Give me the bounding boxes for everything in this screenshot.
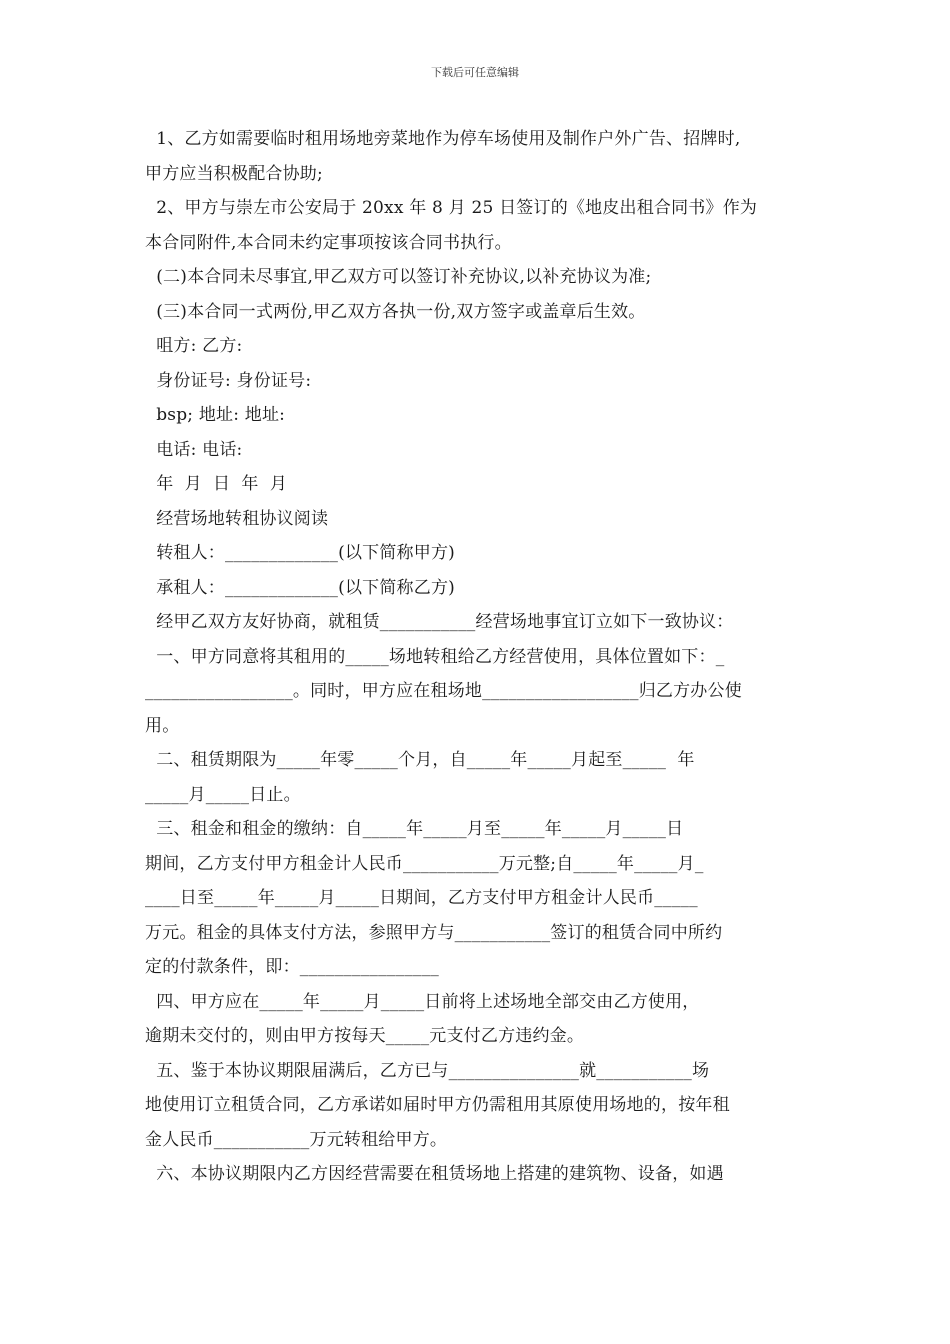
text-line: 一、甲方同意将其租用的_____场地转租给乙方经营使用，具体位置如下：_ bbox=[145, 646, 725, 667]
text-line: _________________。同时，甲方应在租场地__________________归乙方办公使 bbox=[145, 681, 742, 701]
text-line: 承租人：_____________(以下简称乙方) bbox=[145, 577, 455, 598]
text-line: 电话: 电话: bbox=[145, 439, 243, 460]
text-line: 甲方应当积极配合协助; bbox=[145, 163, 323, 184]
text-line: 二、租赁期限为_____年零_____个月，自_____年_____月起至_____ 年 bbox=[145, 750, 695, 770]
text-line: 本合同附件,本合同未约定事项按该合同书执行。 bbox=[145, 232, 512, 253]
text-line: 期间，乙方支付甲方租金计人民币___________万元整;自_____年_____月_ bbox=[145, 853, 704, 874]
text-line: 五、鉴于本协议期限届满后，乙方已与_______________就___________场 bbox=[145, 1060, 710, 1081]
text-line: 定的付款条件，即：________________ bbox=[145, 957, 439, 977]
text-line: 逾期未交付的，则由甲方按每天_____元支付乙方违约金。 bbox=[145, 1026, 585, 1046]
text-line: 地使用订立租赁合同，乙方承诺如届时甲方仍需租用其原使用场地的，按年租 bbox=[145, 1095, 730, 1115]
text-line: 1、乙方如需要临时租用场地旁菜地作为停车场使用及制作户外广告、招牌时, bbox=[145, 129, 741, 149]
text-line: 咀方: 乙方: bbox=[145, 336, 243, 356]
text-line: ____日至_____年_____月_____日期间，乙方支付甲方租金计人民币_____ bbox=[145, 888, 698, 908]
text-line: bsp; 地址: 地址: bbox=[145, 405, 286, 425]
text-line: 用。 bbox=[145, 715, 180, 736]
text-line: 三、租金和租金的缴纳：自_____年_____月至_____年_____月_____日 bbox=[145, 819, 684, 839]
text-line: 四、甲方应在_____年_____月_____日前将上述场地全部交由乙方使用， bbox=[145, 991, 700, 1012]
text-line: (二)本合同未尽事宜,甲乙双方可以签订补充协议,以补充协议为准; bbox=[145, 267, 652, 287]
text-line: 身份证号: 身份证号: bbox=[145, 370, 312, 391]
text-line: 转租人：_____________(以下简称甲方) bbox=[145, 543, 455, 563]
text-line: _____月_____日止。 bbox=[145, 784, 301, 805]
page-header: 下载后可任意编辑 bbox=[431, 66, 519, 79]
text-line: 2、甲方与崇左市公安局于 20xx 年 8 月 25 日签订的《地皮出租合同书》作为 bbox=[145, 198, 758, 218]
section-title: 经营场地转租协议阅读 bbox=[145, 508, 329, 529]
text-line: 经甲乙双方友好协商，就租赁___________经营场地事宜订立如下一致协议： bbox=[145, 612, 734, 632]
text-line: (三)本合同一式两份,甲乙双方各执一份,双方签字或盖章后生效。 bbox=[145, 301, 646, 322]
text-line: 金人民币___________万元转租给甲方。 bbox=[145, 1129, 448, 1150]
text-line: 六、本协议期限内乙方因经营需要在租赁场地上搭建的建筑物、设备，如遇 bbox=[145, 1164, 724, 1184]
text-line: 年 月 日 年 月 bbox=[145, 474, 288, 494]
document-body bbox=[145, 122, 817, 1192]
text-line: 万元。租金的具体支付方法，参照甲方与___________签订的租赁合同中所约 bbox=[145, 922, 723, 943]
